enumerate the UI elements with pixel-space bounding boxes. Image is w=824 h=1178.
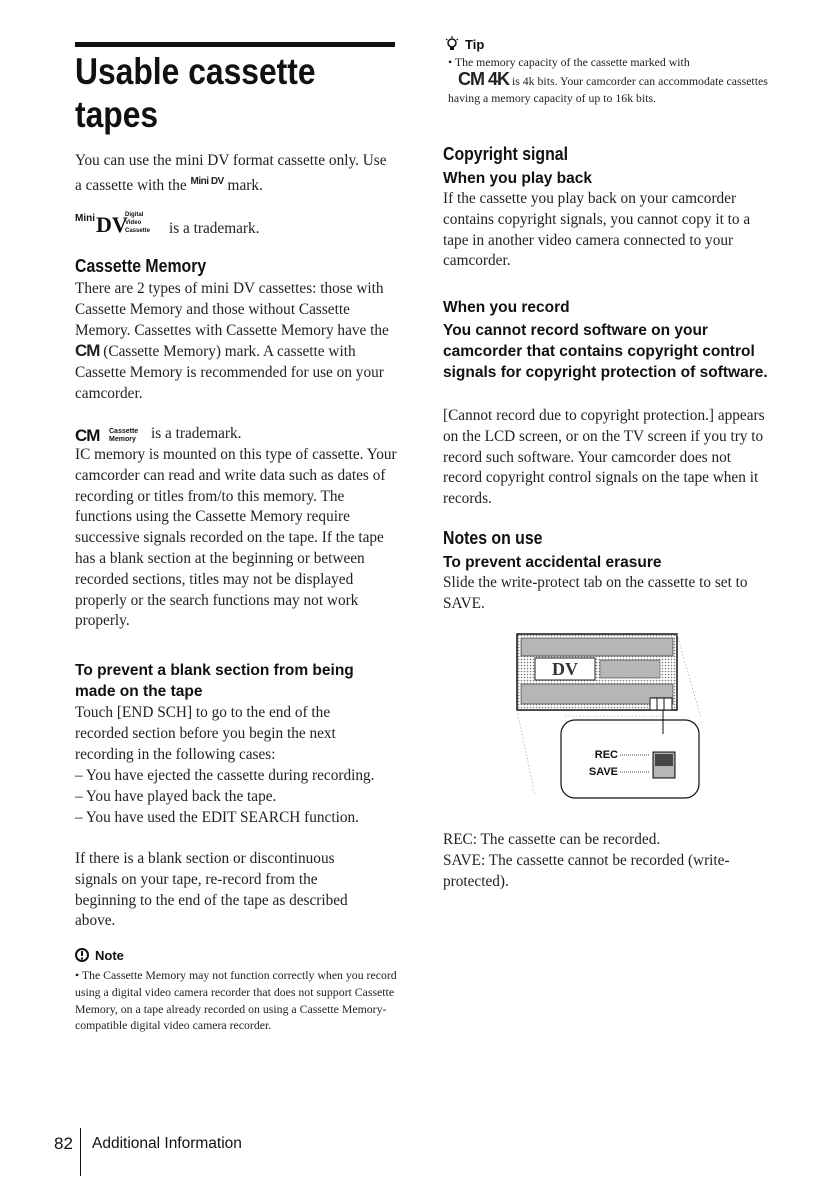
save-label: SAVE bbox=[588, 766, 618, 778]
cassette-memory-trademark-logo bbox=[75, 424, 153, 446]
svg-text:Cassette: Cassette bbox=[109, 428, 139, 435]
intro-paragraph: You can use the mini DV format cassette only. Use a cassette with the Mini DV mark. bbox=[75, 152, 387, 194]
title-rule bbox=[75, 42, 395, 47]
cassette-memory-logo: CM bbox=[75, 341, 100, 361]
tip-label: Tip bbox=[445, 36, 484, 53]
notes-on-use-heading: Notes on use bbox=[443, 528, 543, 548]
play-back-heading: When you play back bbox=[443, 170, 593, 187]
dv-trademark-text: is a trademark. bbox=[169, 220, 260, 237]
rec-description: REC: The cassette can be recorded. bbox=[443, 831, 661, 848]
list-item: – You have ejected the cassette during recording. bbox=[75, 767, 375, 784]
copyright-heading: Copyright signal bbox=[443, 144, 568, 164]
svg-text:DV: DV bbox=[96, 212, 128, 237]
page-number: 82 bbox=[54, 1134, 73, 1153]
play-back-text: If the cassette you play back on your camcorder contains copyright signals, you cannot copy it to a tape in another video camera connected to your camcorder. bbox=[443, 190, 751, 270]
page-title: Usable cassette tapes bbox=[75, 51, 316, 135]
ic-memory-paragraph: IC memory is mounted on this type of cassette. Your camcorder can read and write data such as dates of recording or titles from/to this memory. The functions using the Cassette Memory require successive signals recorded on the tape. If the tape has a blank section at the beginning or between recorded sections, titles may not be displayed properly or the search functions may not work properly. bbox=[75, 446, 397, 630]
note-text: • The Cassette Memory may not function correctly when you record using a digital video camera recorder that does not support Cassette Memory, on a tape already recorded on using a Cassette Memory-compatible digital video camera recorder. bbox=[75, 968, 397, 1033]
footer-section-title: Additional Information bbox=[92, 1135, 242, 1152]
svg-text:Memory: Memory bbox=[109, 436, 136, 443]
mini-dv-logo: Mini DV bbox=[190, 175, 224, 187]
tip-lightbulb-icon bbox=[445, 36, 459, 52]
dv-trademark-line bbox=[75, 208, 395, 242]
record-text: [Cannot record due to copyright protection.] appears on the LCD screen, or on the TV screen if you try to record such software. Your camcorder does not record copyright control signals on the tape when it records. bbox=[443, 407, 765, 508]
record-subheading: You cannot record software on your camcorder that contains copyright control signals for copyright protection of software. bbox=[443, 322, 768, 381]
erasure-heading: To prevent accidental erasure bbox=[443, 554, 662, 571]
cm-trademark-text: is a trademark. bbox=[151, 425, 242, 442]
svg-text:Video: Video bbox=[125, 220, 142, 226]
record-heading: When you record bbox=[443, 299, 570, 316]
rec-label: REC bbox=[594, 749, 618, 761]
tip-text: • The memory capacity of the cassette marked with CM 4K is 4k bits. Your camcorder can accommodate cassettes having a memory capacity of up to 16k bits. bbox=[448, 55, 768, 105]
svg-text:Mini: Mini bbox=[75, 213, 95, 224]
cassette-memory-heading: Cassette Memory bbox=[75, 256, 207, 276]
svg-text:CM: CM bbox=[75, 426, 100, 445]
note-label: Note bbox=[75, 948, 124, 964]
cassette-memory-paragraph: There are 2 types of mini DV cassettes: those with Cassette Memory and those without Cassette Memory. Cassettes with Cassette Memory have the CM (Cassette Memory) mark. A cassette with Cassette Memory is recommended for use on your camcorder. bbox=[75, 280, 389, 402]
cm-trademark-line bbox=[75, 424, 395, 446]
list-item: – You have used the EDIT SEARCH function. bbox=[75, 808, 359, 826]
save-description: SAVE: The cassette cannot be recorded (write-protected). bbox=[443, 852, 730, 890]
blank-section-heading: To prevent a blank section from being made on the tape bbox=[75, 662, 354, 700]
cm-4k-logo: CM 4K bbox=[458, 68, 510, 89]
svg-text:Cassette: Cassette bbox=[125, 228, 151, 234]
blank-section-intro: Touch [END SCH] to go to the end of the recorded section before you begin the next recording in the following cases: bbox=[75, 704, 336, 763]
blank-section-list bbox=[75, 766, 385, 828]
footer-divider bbox=[80, 1128, 81, 1176]
note-icon bbox=[75, 948, 89, 962]
erasure-text: Slide the write-protect tab on the cassette to set to SAVE. bbox=[443, 574, 748, 612]
mini-dv-digital-video-logo bbox=[75, 208, 175, 238]
blank-section-advice: If there is a blank section or discontinuous signals on your tape, re-record from the beginning to the end of the tape as described above. bbox=[75, 850, 348, 930]
cassette-write-protect-diagram bbox=[505, 628, 705, 806]
svg-text:Digital: Digital bbox=[125, 212, 144, 218]
svg-text:DV: DV bbox=[552, 659, 578, 679]
list-item: – You have played back the tape. bbox=[75, 787, 277, 805]
